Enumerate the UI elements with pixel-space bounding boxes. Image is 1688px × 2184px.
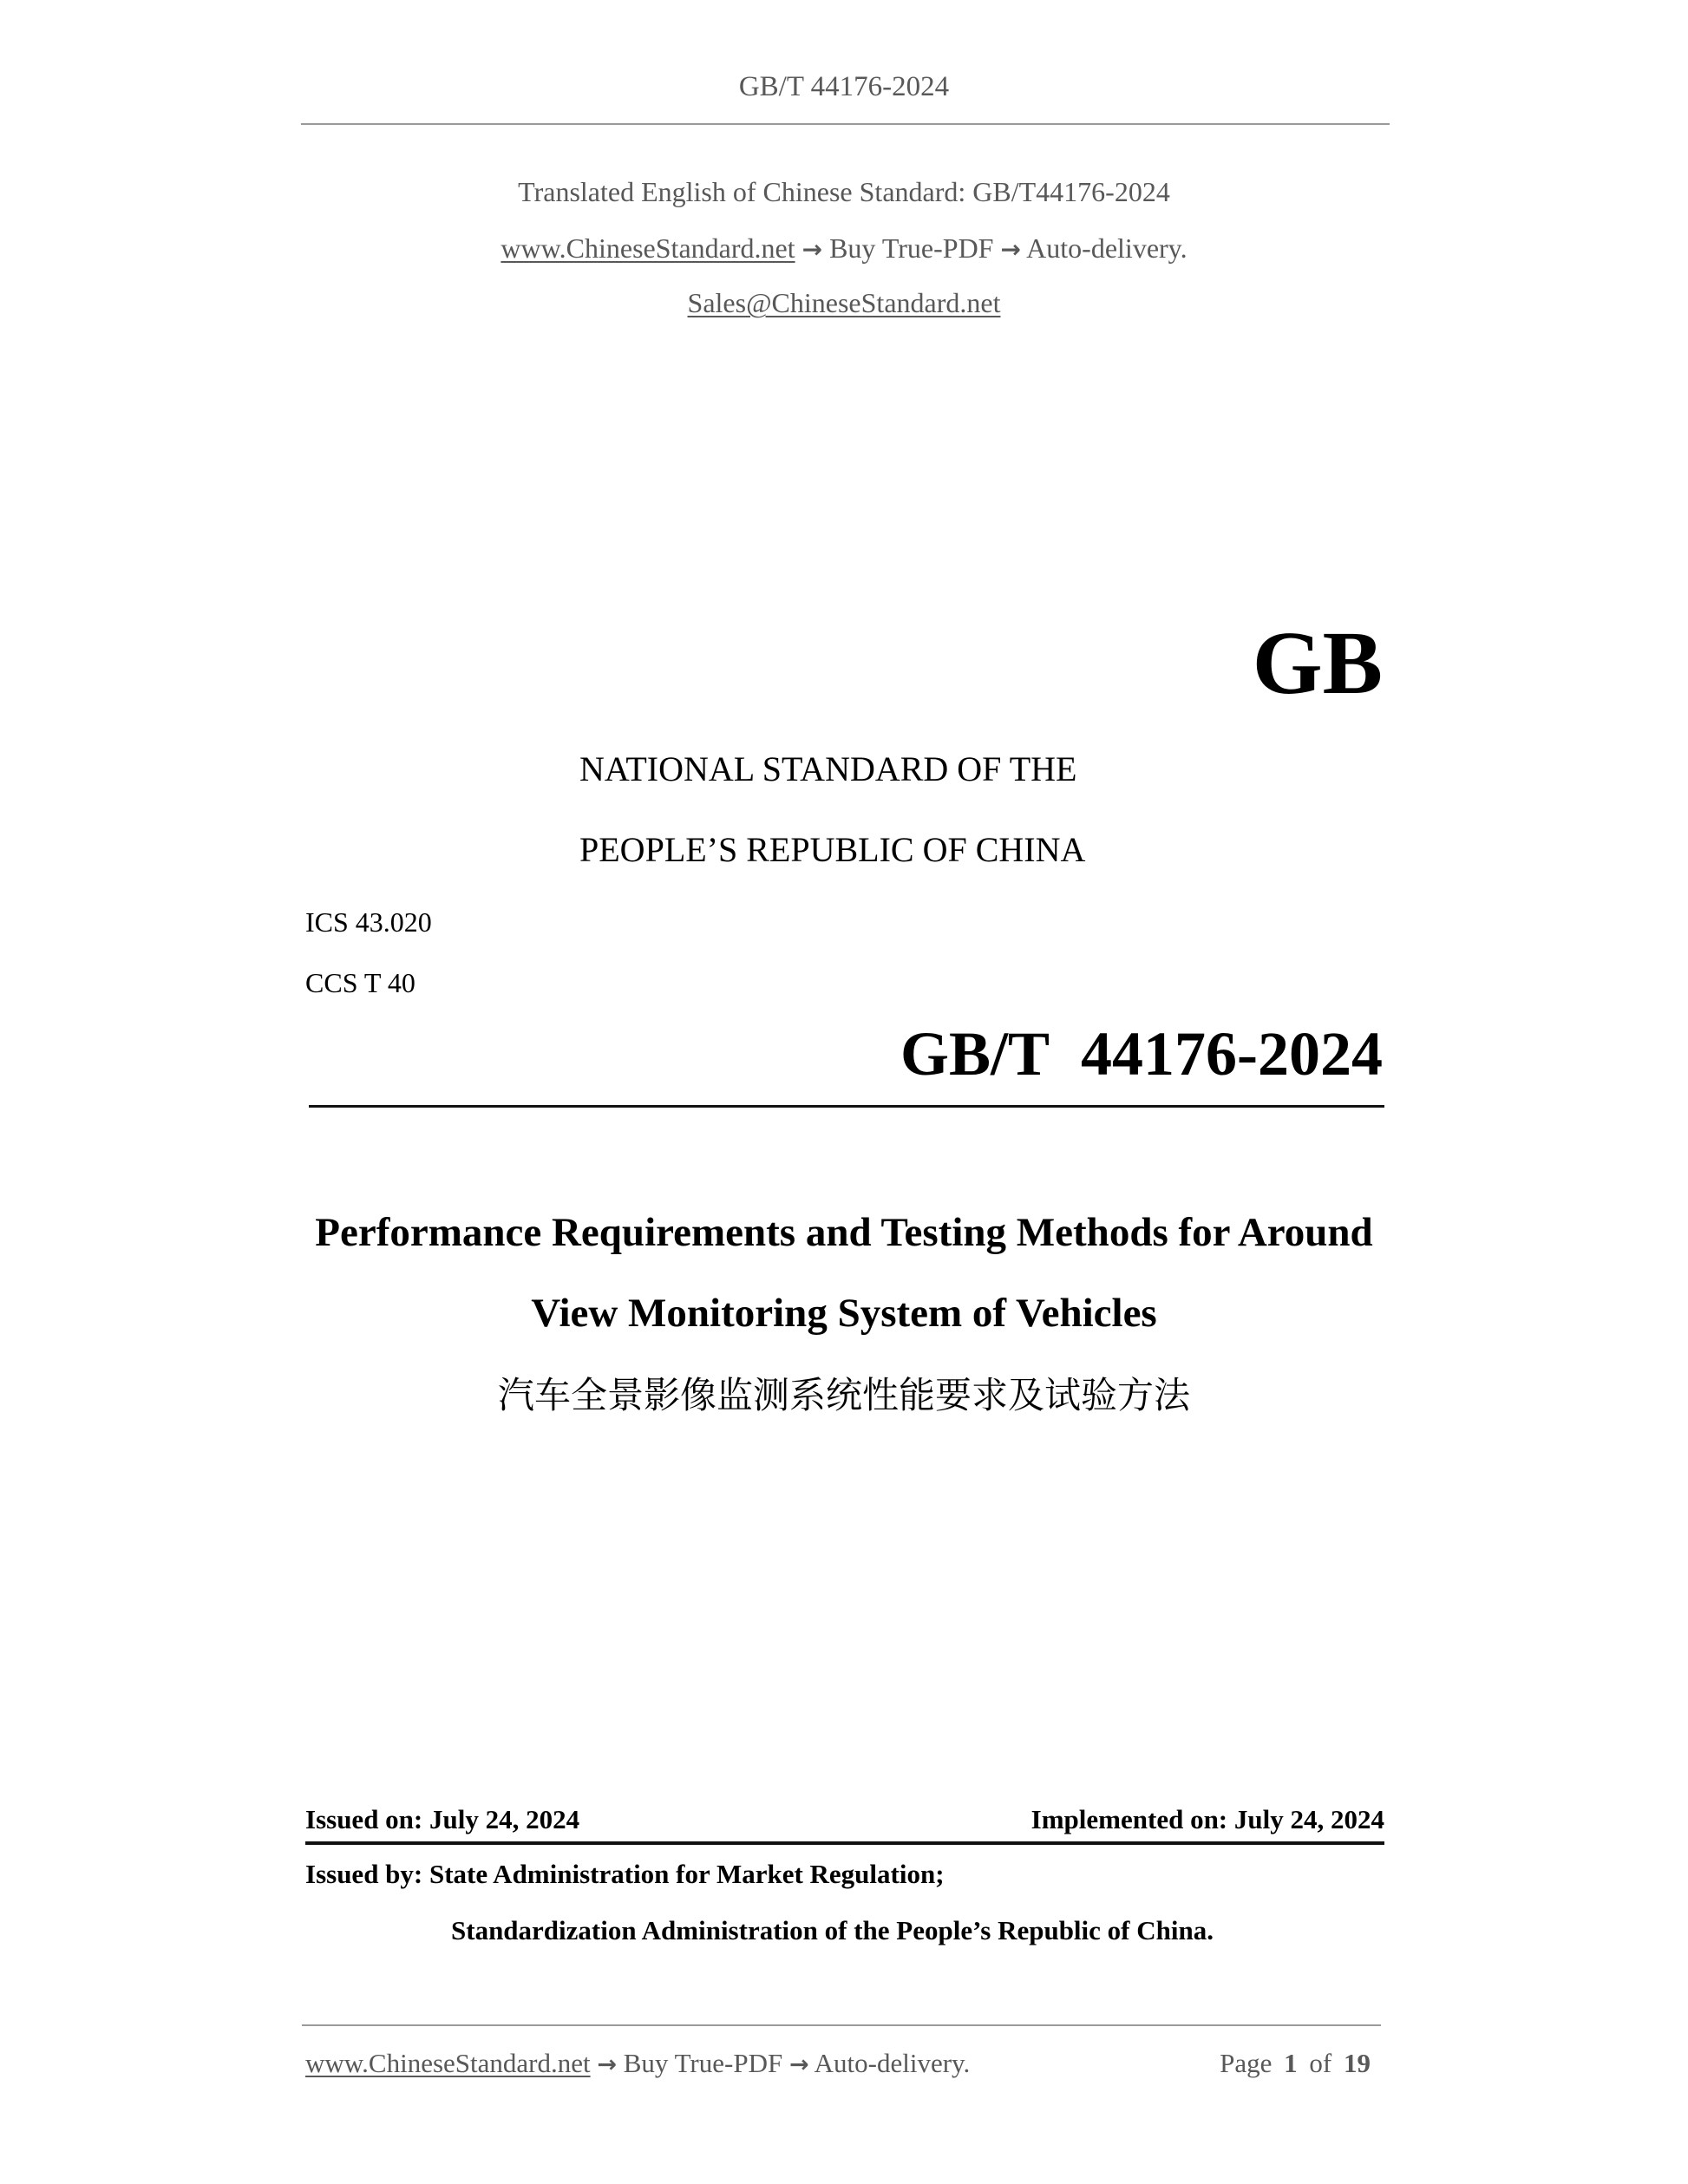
page-current: 1 (1284, 2048, 1298, 2078)
arrow-right-icon: → (1000, 235, 1021, 264)
sales-email-link[interactable]: Sales@ChineseStandard.net (687, 287, 1001, 318)
title-line1: Performance Requirements and Testing Methods for Around (315, 1210, 1373, 1255)
buy-pdf-text: Buy True-PDF (829, 232, 994, 264)
ccs-code: CCS T 40 (305, 967, 415, 998)
page-of: of (1309, 2048, 1332, 2078)
page-total: 19 (1344, 2048, 1371, 2078)
national-standard-line1: NATIONAL STANDARD OF THE (579, 749, 1077, 788)
ics-code: ICS 43.020 (305, 906, 432, 938)
footer-delivery-text: Auto-delivery. (814, 2048, 971, 2078)
auto-delivery-text: Auto-delivery. (1026, 232, 1187, 264)
header-divider (301, 123, 1390, 125)
issued-by-line1: Issued by: State Administration for Market Regulation; (305, 1859, 945, 1889)
arrow-right-icon: → (801, 235, 823, 264)
issued-on: Issued on: July 24, 2024 (305, 1804, 580, 1834)
arrow-right-icon: → (788, 2051, 809, 2078)
site-link[interactable]: www.ChineseStandard.net (501, 232, 795, 264)
title-chinese: 汽车全景影像监测系统性能要求及试验方法 (497, 1374, 1190, 1416)
email-line (0, 285, 1688, 320)
footer-promo (305, 2047, 970, 2082)
gb-mark: GB (1252, 613, 1383, 713)
page-indicator (1220, 2047, 1371, 2080)
footer-site-link[interactable]: www.ChineseStandard.net (305, 2048, 591, 2078)
issuance-divider (305, 1841, 1384, 1845)
running-header-title: GB/T 44176-2024 (738, 71, 950, 102)
title-line2: View Monitoring System of Vehicles (531, 1291, 1157, 1336)
arrow-right-icon: → (597, 2051, 617, 2078)
standard-number-divider (309, 1105, 1384, 1108)
implemented-on: Implemented on: July 24, 2024 (1030, 1804, 1384, 1834)
footer-buy-text: Buy True-PDF (623, 2048, 783, 2078)
page-label: Page (1220, 2048, 1273, 2078)
standard-number: GB/T 44176-2024 (900, 1019, 1383, 1089)
promo-line (0, 231, 1688, 267)
national-standard-line2: PEOPLE’S REPUBLIC OF CHINA (579, 830, 1086, 869)
translation-notice: Translated English of Chinese Standard: GB/T44176-2024 (518, 176, 1170, 207)
issued-by-line2: Standardization Administration of the People’s Republic of China. (451, 1915, 1214, 1945)
footer-divider (302, 2024, 1381, 2026)
